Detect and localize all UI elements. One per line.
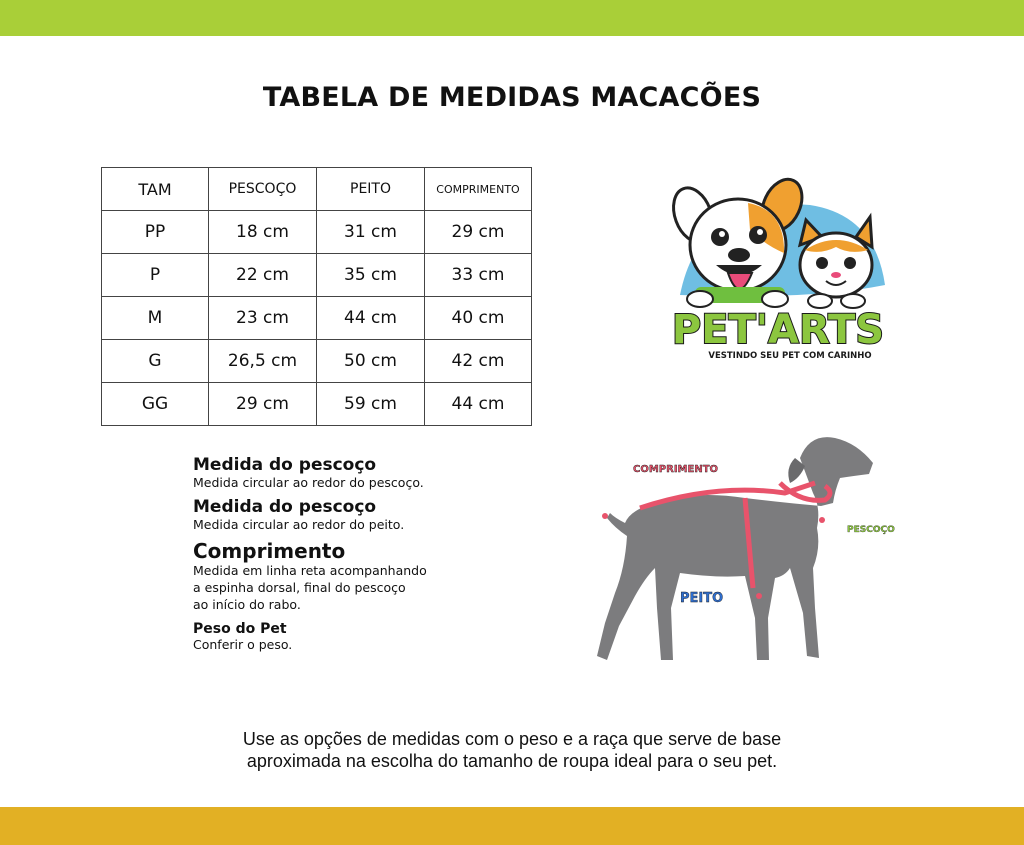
legend-text-length-1: Medida em linha reta acompanhando bbox=[193, 563, 427, 578]
table-cell: 33 cm bbox=[425, 254, 532, 297]
legend-text-chest: Medida circular ao redor do peito. bbox=[193, 517, 405, 532]
table-cell: 44 cm bbox=[317, 297, 425, 340]
table-cell: 29 cm bbox=[209, 383, 317, 426]
table-row bbox=[102, 340, 532, 383]
footnote bbox=[0, 728, 1024, 772]
label-length: COMPRIMENTO bbox=[633, 464, 719, 475]
table-cell: 40 cm bbox=[425, 297, 532, 340]
table-cell: PP bbox=[102, 211, 209, 254]
table-cell: 22 cm bbox=[209, 254, 317, 297]
page-title: TABELA DE MEDIDAS MACACÕES bbox=[262, 82, 762, 113]
label-neck: PESCOÇO bbox=[847, 525, 895, 535]
table-cell: 29 cm bbox=[425, 211, 532, 254]
legend-text-weight: Conferir o peso. bbox=[193, 637, 293, 652]
header-peito: PEITO bbox=[317, 168, 425, 211]
table-cell: P bbox=[102, 254, 209, 297]
measurement-legend bbox=[193, 456, 513, 660]
header-pescoco: PESCOÇO bbox=[209, 168, 317, 211]
legend-text-length-2: a espinha dorsal, final do pescoço bbox=[193, 580, 406, 595]
table-cell: GG bbox=[102, 383, 209, 426]
table-cell: M bbox=[102, 297, 209, 340]
table-cell: 23 cm bbox=[209, 297, 317, 340]
table-row bbox=[102, 254, 532, 297]
legend-heading-neck: Medida do pescoço bbox=[193, 455, 377, 475]
legend-text-neck: Medida circular ao redor do pescoço. bbox=[193, 475, 424, 490]
header-tam: TAM bbox=[102, 168, 209, 211]
table-cell: 42 cm bbox=[425, 340, 532, 383]
table-cell: 31 cm bbox=[317, 211, 425, 254]
footnote-line-1: Use as opções de medidas com o peso e a raça que serve de base bbox=[242, 729, 782, 749]
table-cell: 26,5 cm bbox=[209, 340, 317, 383]
label-chest: PEITO bbox=[680, 591, 724, 606]
table-cell: 35 cm bbox=[317, 254, 425, 297]
logo-tagline: VESTINDO SEU PET COM CARINHO bbox=[708, 351, 872, 360]
dog-measurement-diagram bbox=[585, 428, 915, 668]
legend-text-length-3: ao início do rabo. bbox=[193, 597, 301, 612]
footnote-line-2: aproximada na escolha do tamanho de roupa ideal para o seu pet. bbox=[246, 751, 778, 771]
table-row bbox=[102, 297, 532, 340]
size-table bbox=[101, 167, 532, 426]
logo-name: PET'ARTS bbox=[671, 307, 885, 353]
table-cell: G bbox=[102, 340, 209, 383]
legend-heading-length: Comprimento bbox=[193, 539, 346, 563]
table-cell: 18 cm bbox=[209, 211, 317, 254]
table-cell: 50 cm bbox=[317, 340, 425, 383]
top-color-band bbox=[0, 0, 1024, 36]
legend-heading-chest: Medida do pescoço bbox=[193, 497, 377, 517]
bottom-color-band bbox=[0, 807, 1024, 845]
legend-heading-weight: Peso do Pet bbox=[193, 621, 287, 637]
table-cell: 59 cm bbox=[317, 383, 425, 426]
header-comprimento: COMPRIMENTO bbox=[425, 168, 532, 211]
table-row bbox=[102, 211, 532, 254]
table-header-row bbox=[102, 168, 532, 211]
table-cell: 44 cm bbox=[425, 383, 532, 426]
table-row bbox=[102, 383, 532, 426]
petarts-logo bbox=[660, 175, 896, 360]
